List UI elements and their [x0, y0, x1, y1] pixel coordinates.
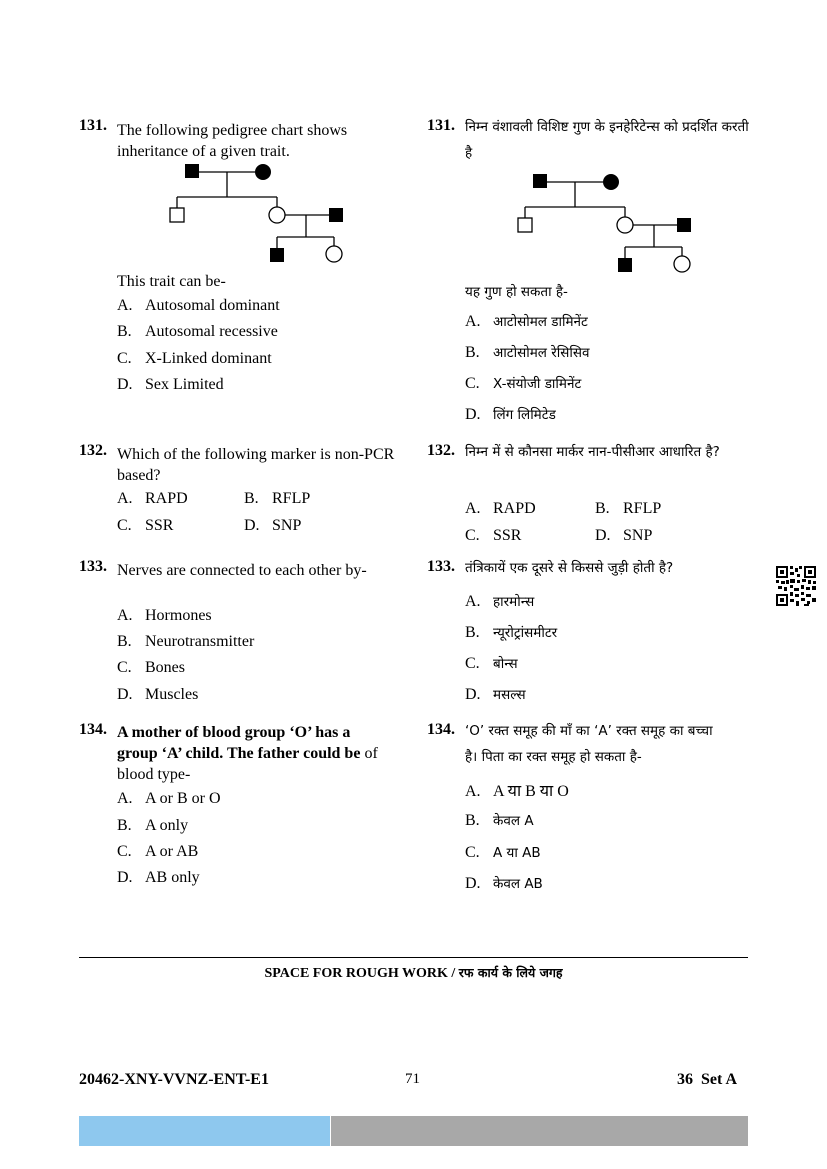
option-d: D. लिंग लिमिटेड — [465, 406, 556, 423]
affected-male-parent — [533, 174, 547, 188]
option-a: A. RAPD — [117, 490, 188, 507]
rough-work-label: SPACE FOR ROUGH WORK / रफ कार्य के लिये जगह — [264, 965, 563, 981]
question-number: 131. — [79, 117, 107, 134]
option-c: C. SSR — [465, 527, 522, 544]
question-text: ‘O’ रक्त समूह की माँ का ‘A’ रक्त समूह का बच्चा है। पिता का रक्त समूह हो सकता है- — [465, 723, 713, 765]
affected-male-spouse — [677, 218, 691, 232]
pedigree-chart — [515, 172, 705, 278]
booklet-set: 36 Set A — [677, 1071, 737, 1088]
question-text: A mother of blood group ‘O’ has a group ‘A’ child. The father could be of blood type- — [117, 724, 378, 783]
option-c: C. A or AB — [117, 843, 199, 860]
option-b: B. Neurotransmitter — [117, 633, 255, 650]
question-number: 133. — [427, 558, 455, 575]
option-a: A. Autosomal dominant — [117, 297, 280, 314]
option-b: B. RFLP — [244, 490, 311, 507]
option-c: C. बोन्स — [465, 655, 518, 672]
affected-male-parent — [185, 164, 199, 178]
option-d: D. AB only — [117, 869, 200, 886]
option-a: A. A या B या O — [465, 783, 569, 800]
option-a: A. आटोसोमल डामिनेंट — [465, 313, 588, 330]
unaffected-female-child — [269, 207, 285, 223]
option-c: C. X-संयोजी डामिनेंट — [465, 375, 582, 392]
question-number: 132. — [427, 442, 455, 459]
question-text: निम्न वंशावली विशिष्ट गुण के इनहेरिटेन्स को प्रदर्शित करती है — [465, 119, 749, 161]
question-prompt: This trait can be- — [117, 273, 226, 290]
question-text: निम्न में से कौनसा मार्कर नान-पीसीआर आधारित है? — [465, 444, 720, 460]
unaffected-female-child — [617, 217, 633, 233]
unaffected-male-child — [170, 208, 184, 222]
option-a: A. A or B or O — [117, 790, 221, 807]
option-a: A. RAPD — [465, 500, 536, 517]
affected-male-grandchild — [270, 248, 284, 262]
unaffected-female-grandchild — [326, 246, 342, 262]
option-b: B. केवल A — [465, 812, 534, 829]
question-number: 134. — [79, 721, 107, 738]
qr-code-icon — [776, 566, 816, 606]
affected-female-parent — [603, 174, 619, 190]
option-b: B. Autosomal recessive — [117, 323, 278, 340]
option-d: D. SNP — [595, 527, 653, 544]
footer-bar-grey — [331, 1116, 748, 1146]
pedigree-chart — [167, 162, 357, 268]
option-a: A. हारमोन्स — [465, 593, 535, 610]
question-text: The following pedigree chart shows inheritance of a given trait. — [117, 122, 348, 160]
question-text: तंत्रिकायें एक दूसरे से किससे जुड़ी होती है? — [465, 560, 674, 576]
question-number: 134. — [427, 721, 455, 738]
unaffected-female-grandchild — [674, 256, 690, 272]
question-text: Which of the following marker is non-PCR based? — [117, 446, 395, 484]
option-d: D. SNP — [244, 517, 302, 534]
option-b: B. RFLP — [595, 500, 662, 517]
question-prompt: यह गुण हो सकता है- — [465, 284, 568, 300]
option-b: B. A only — [117, 817, 189, 834]
option-b: B. आटोसोमल रेसिसिव — [465, 344, 590, 361]
option-c: C. SSR — [117, 517, 174, 534]
question-text: Nerves are connected to each other by- — [117, 562, 367, 579]
affected-female-parent — [255, 164, 271, 180]
option-d: D. Sex Limited — [117, 376, 224, 393]
separator-line — [79, 957, 748, 958]
question-number: 131. — [427, 117, 455, 134]
option-d: D. मसल्स — [465, 686, 526, 703]
affected-male-grandchild — [618, 258, 632, 272]
option-b: B. न्यूरोट्रांसमीटर — [465, 624, 558, 641]
option-d: D. Muscles — [117, 686, 199, 703]
paper-code: 20462-XNY-VVNZ-ENT-E1 — [79, 1071, 269, 1088]
footer-bar-blue — [79, 1116, 330, 1146]
unaffected-male-child — [518, 218, 532, 232]
option-c: C. A या AB — [465, 844, 541, 861]
question-number: 133. — [79, 558, 107, 575]
question-number: 132. — [79, 442, 107, 459]
page-number: 71 — [405, 1071, 420, 1087]
option-c: C. X-Linked dominant — [117, 350, 272, 367]
affected-male-spouse — [329, 208, 343, 222]
option-c: C. Bones — [117, 659, 185, 676]
option-a: A. Hormones — [117, 607, 212, 624]
option-d: D. केवल AB — [465, 875, 543, 892]
